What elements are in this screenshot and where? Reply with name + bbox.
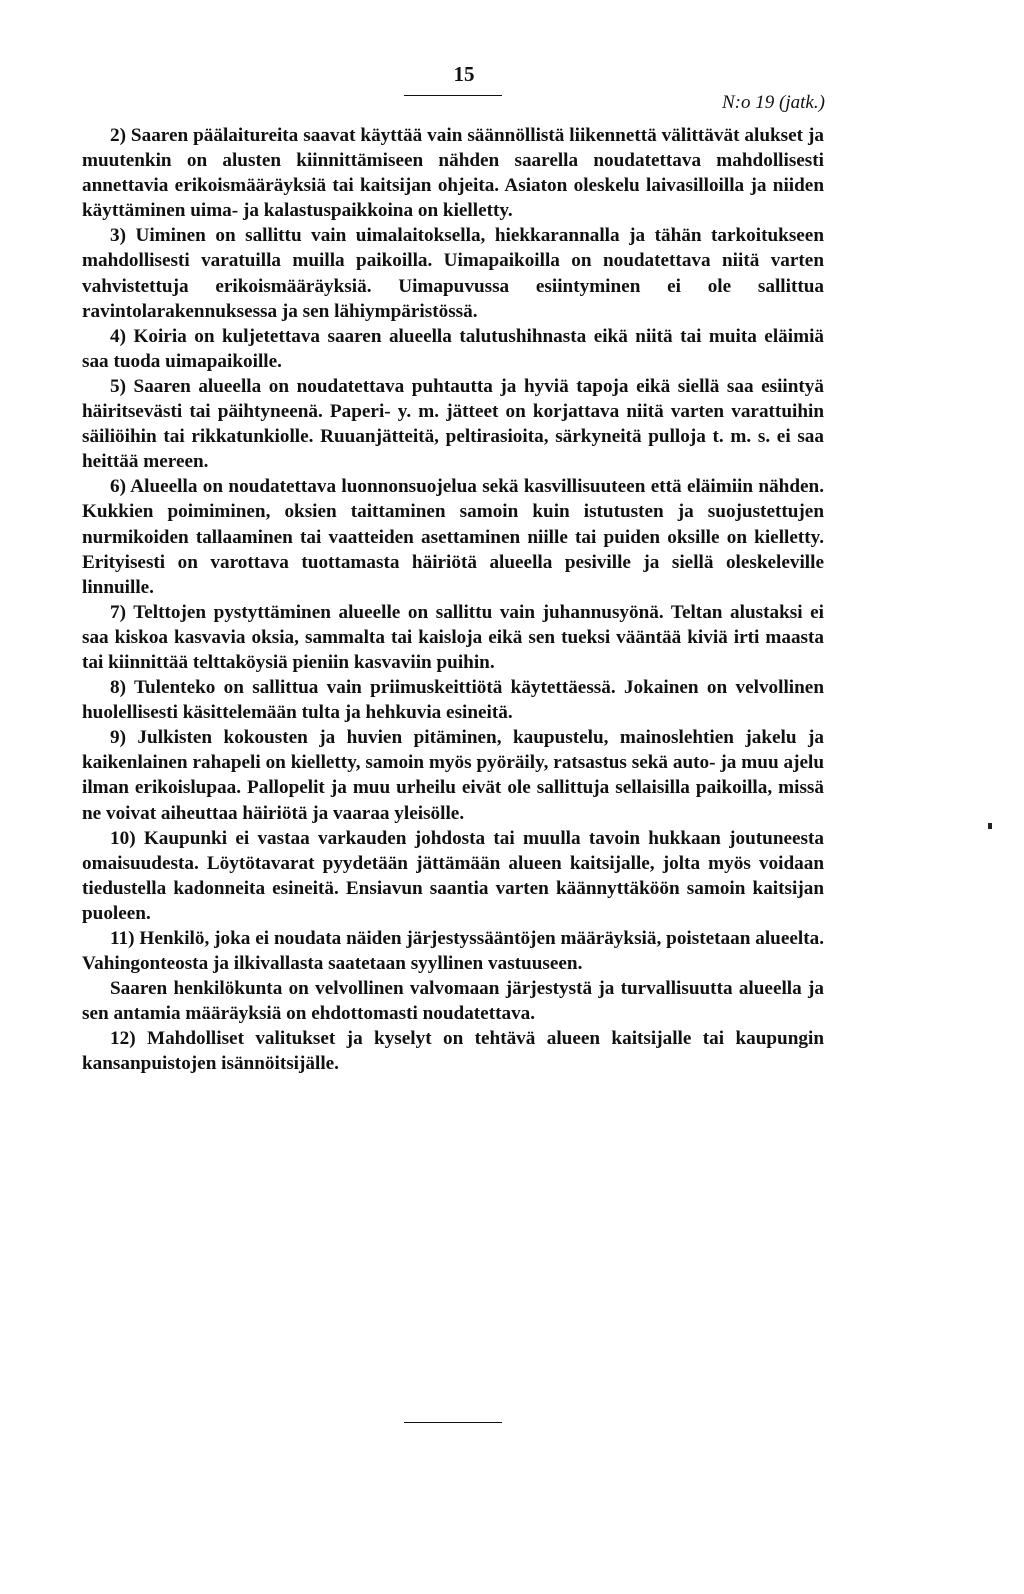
section-reference: N:o 19 (jatk.) bbox=[722, 92, 825, 113]
paragraph-7: 7) Telttojen pystyttäminen alueelle on sallittu vain juhannusyönä. Teltan alustaksi ei saa kiskoa kasvavia oksia, sammalta tai kaisloja eikä sen tueksi vääntää kiviä irti maasta tai kiinnittää telttaköysiä pieniin kasvaviin puihin. bbox=[82, 601, 824, 673]
paragraph-6: 6) Alueella on noudatettava luonnonsuojelua sekä kasvillisuuteen että eläimiin nähden. Kukkien poimiminen, oksien taittaminen samoin kuin istutusten ja suojustettujen nurmikoiden tallaaminen tai vaatteiden asettaminen niille tai puiden oksille on kielletty. Erityisesti on varottava tuottamasta häiriötä alueella pesiville ja siellä oleskeleville linnuille. bbox=[82, 476, 824, 598]
header-rule bbox=[404, 95, 502, 96]
paragraph-2: 2) Saaren päälaitureita saavat käyttää vain säännöllistä liikennettä välittävät alukset ja muutenkin on alusten kiinnittämiseen nähden saarella noudatettava mahdollisesti annettavia erikoismääräyksiä tai kaitsijan ohjeita. Asiaton oleskelu laivasilloilla ja niiden käyttäminen uima- ja kalastuspaikkoina on kielletty. bbox=[82, 125, 824, 222]
paragraph-staff: Saaren henkilökunta on velvollinen valvomaan järjestystä ja turvallisuutta alueella ja sen antamia määräyksiä on ehdottomasti noudatettava. bbox=[82, 978, 824, 1025]
paragraph-5: 5) Saaren alueella on noudatettava puhtautta ja hyviä tapoja eikä siellä saa esiintyä häiritsevästi tai päihtyneenä. Paperi- y. m. jätteet on korjattava niitä varten varattuihin säiliöihin tai rikkatunkiolle. Ruuanjätteitä, peltirasioita, särkyneitä pulloja t. m. s. ei saa heittää mereen. bbox=[82, 375, 824, 473]
paragraph-12: 12) Mahdolliset valitukset ja kyselyt on tehtävä alueen kaitsijalle tai kaupungin kansanpuistojen isännöitsijälle. bbox=[82, 1028, 824, 1075]
page-number: 15 bbox=[453, 62, 475, 86]
paragraph-8: 8) Tulenteko on sallittua vain priimuskeittiötä käytettäessä. Jokainen on velvollinen huolellisesti käsittelemään tulta ja hehkuvia esineitä. bbox=[82, 677, 824, 724]
footer-rule bbox=[404, 1422, 502, 1423]
margin-mark bbox=[988, 823, 992, 829]
paragraph-10: 10) Kaupunki ei vastaa varkauden johdosta tai muulla tavoin hukkaan joutuneesta omaisuudesta. Löytötavarat pyydetään jättämään alueen kaitsijalle, jolta myös voidaan tiedustella kadonneita esineitä. Ensiavun saantia varten käännyttäköön samoin kaitsijan puoleen. bbox=[82, 827, 824, 924]
paragraph-9: 9) Julkisten kokousten ja huvien pitäminen, kaupustelu, mainoslehtien jakelu ja kaikenlainen rahapeli on kielletty, samoin myös pyöräily, ratsastus sekä auto- ja muu ajelu ilman erikoislupaa. Pallopelit ja muu urheilu eivät ole sallittuja sellaisilla paikoilla, missä ne voivat aiheuttaa häiriötä ja vaaraa yleisölle. bbox=[82, 727, 824, 824]
body-text bbox=[82, 123, 824, 1077]
paragraph-3: 3) Uiminen on sallittu vain uimalaitoksella, hiekkarannalla ja tähän tarkoitukseen mahdollisesti varatuilla muilla paikoilla. Uimapaikoilla on noudatettava niitä varten vahvistettuja erikoismääräyksiä. Uimapuvussa esiintyminen ei ole sallittua ravintolarakennuksessa ja sen lähiympäristössä. bbox=[82, 225, 824, 322]
paragraph-11: 11) Henkilö, joka ei noudata näiden järjestyssääntöjen määräyksiä, poistetaan alueelta. Vahingonteosta ja ilkivallasta saatetaan syyllinen vastuuseen. bbox=[82, 928, 824, 975]
paragraph-4: 4) Koiria on kuljetettava saaren alueella talutushihnasta eikä niitä tai muita eläimiä saa tuoda uimapaikoille. bbox=[82, 325, 824, 372]
